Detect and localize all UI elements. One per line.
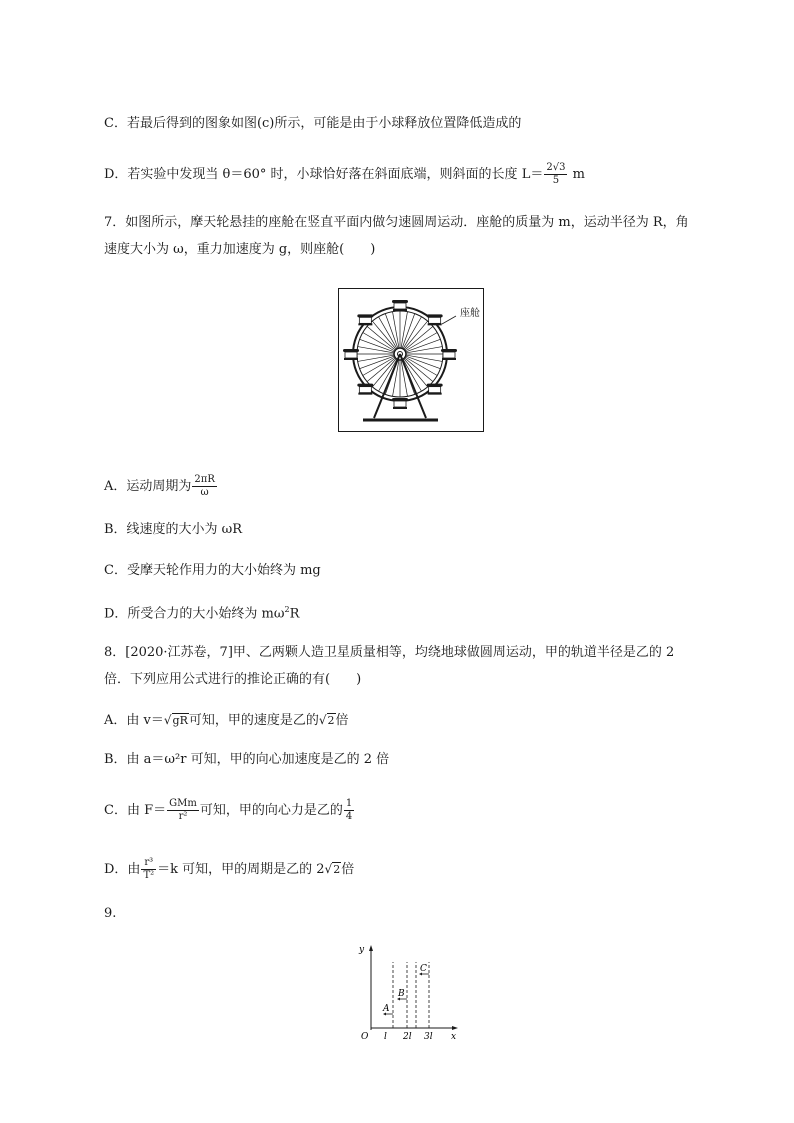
q7-stem-line1: 7．如图所示，摩天轮悬挂的座舱在竖直平面内做匀速圆周运动．座舱的质量为 m，运动半径为 R，角 bbox=[104, 215, 689, 230]
cabin-icon bbox=[392, 398, 408, 409]
point-label-a: A bbox=[383, 1004, 390, 1014]
y-axis-label: y bbox=[359, 945, 365, 955]
cabin-label: 座舱 bbox=[460, 308, 480, 319]
q7-option-b: B．线速度的大小为 ωR bbox=[104, 522, 243, 537]
cabin-icon bbox=[343, 349, 359, 360]
q8-stem-line2: 倍．下列应用公式进行的推论正确的有( ) bbox=[104, 672, 362, 687]
q9-number: 9. bbox=[104, 906, 117, 921]
cabin-icon bbox=[357, 384, 373, 395]
sqrt: √2 bbox=[318, 713, 335, 727]
point-label-c: C bbox=[420, 964, 427, 974]
ferris-wheel-figure bbox=[338, 288, 484, 432]
q7-stem-line2: 速度大小为 ω，重力加速度为 g，则座舱( ) bbox=[104, 242, 376, 257]
cabin-icon bbox=[427, 314, 443, 325]
sqrt: √gR bbox=[163, 713, 188, 727]
sqrt: √2 bbox=[324, 862, 341, 876]
q8-option-d: D．由 $\frac{\text{r³}}{\text{T²}}$ ＝k 可知，甲的周期是乙的 2√2倍 bbox=[104, 857, 355, 881]
tick-label-l: l bbox=[384, 1032, 387, 1040]
q7-option-c: C．受摩天轮作用力的大小始终为 mg bbox=[104, 563, 321, 578]
q8-option-b: B．由 a＝ω²r 可知，甲的向心加速度是乙的 2 倍 bbox=[104, 752, 390, 767]
fraction: $\frac{\text{r³}}{\text{T²}}$ bbox=[143, 857, 155, 881]
point-label-b: B bbox=[398, 989, 405, 999]
coordinate-diagram bbox=[355, 942, 465, 1040]
q8-stem-line1: 8．[2020·江苏卷，7]甲、乙两颗人造卫星质量相等，均绕地球做圆周运动，甲的轨道半径是乙的 2 bbox=[104, 645, 675, 660]
q8-option-c: C．由 F＝ $\frac{\text{GMm}}{\text{r²}}$ 可知，甲的向心力是乙的 $\frac{1}{4}$ bbox=[104, 798, 353, 822]
cabin-icon bbox=[357, 314, 373, 325]
q9-coordinate-figure bbox=[355, 942, 465, 1040]
fraction: $\frac{1}{4}$ bbox=[345, 798, 353, 822]
tick-label-2l: 2l bbox=[403, 1032, 412, 1040]
origin-label: O bbox=[361, 1032, 369, 1040]
q7-option-a: A．运动周期为 $\frac{2\pi R}{\omega}$ bbox=[104, 474, 215, 498]
cabin-icon bbox=[427, 384, 443, 395]
fraction: $\frac{2√3}{5}$ bbox=[546, 162, 566, 186]
q8-option-a: A．由 v＝√gR可知，甲的速度是乙的√2倍 bbox=[104, 710, 349, 731]
fraction: $\frac{\text{GMm}}{\text{r²}}$ bbox=[169, 798, 197, 822]
q6-option-d: D．若实验中发现当 θ＝60° 时，小球恰好落在斜面底端，则斜面的长度 L＝ $\frac{2√3}{5}$ m bbox=[104, 162, 585, 186]
fraction: $\frac{2\pi R}{\omega}$ bbox=[194, 474, 215, 498]
cabin-icon bbox=[392, 300, 408, 311]
cabin-icon bbox=[441, 349, 457, 360]
q7-option-d: D．所受合力的大小始终为 $m\omega^2R$ bbox=[104, 605, 300, 622]
tick-label-3l: 3l bbox=[424, 1032, 433, 1040]
x-axis-label: x bbox=[451, 1032, 457, 1040]
q6-option-c: C．若最后得到的图象如图(c)所示，可能是由于小球释放位置降低造成的 bbox=[104, 116, 522, 131]
